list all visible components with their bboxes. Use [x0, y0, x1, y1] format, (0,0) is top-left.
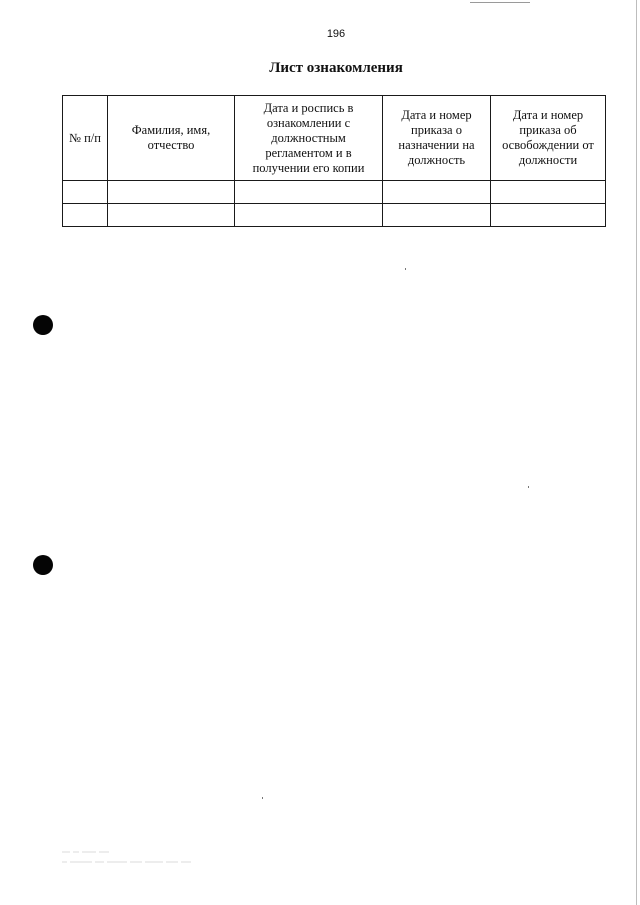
- header-full-name: Фамилия, имя, отчество: [108, 96, 235, 181]
- table-cell: [108, 204, 235, 227]
- header-dismissal-order: Дата и номер приказа об освобождении от должности: [491, 96, 606, 181]
- table-cell: [491, 181, 606, 204]
- faded-stamp-marks: [62, 847, 202, 867]
- scan-edge-top: [470, 2, 530, 3]
- table-row: [63, 204, 606, 227]
- scan-edge-right: [636, 0, 637, 905]
- header-number: № п/п: [63, 96, 108, 181]
- table-cell: [63, 204, 108, 227]
- document-title: Лист ознакомления: [269, 60, 403, 76]
- table-header-row: [63, 96, 606, 181]
- table-cell: [108, 181, 235, 204]
- scan-speck: [528, 486, 529, 488]
- faded-stamp-watermark: [62, 847, 202, 870]
- scan-speck: [405, 268, 406, 270]
- scan-speck: [262, 797, 263, 799]
- header-appointment-order: Дата и номер приказа о назначении на должность: [383, 96, 491, 181]
- table-cell: [235, 204, 383, 227]
- table-cell: [63, 181, 108, 204]
- table-cell: [383, 204, 491, 227]
- punch-hole: [33, 555, 53, 575]
- table-cell: [383, 181, 491, 204]
- header-acknowledgement-signature: Дата и роспись в ознакомлении с должностным регламентом и в получении его копии: [235, 96, 383, 181]
- table-cell: [491, 204, 606, 227]
- page-number: 196: [326, 28, 346, 40]
- acknowledgement-table: [62, 95, 606, 227]
- table-row: [63, 181, 606, 204]
- table-cell: [235, 181, 383, 204]
- punch-hole: [33, 315, 53, 335]
